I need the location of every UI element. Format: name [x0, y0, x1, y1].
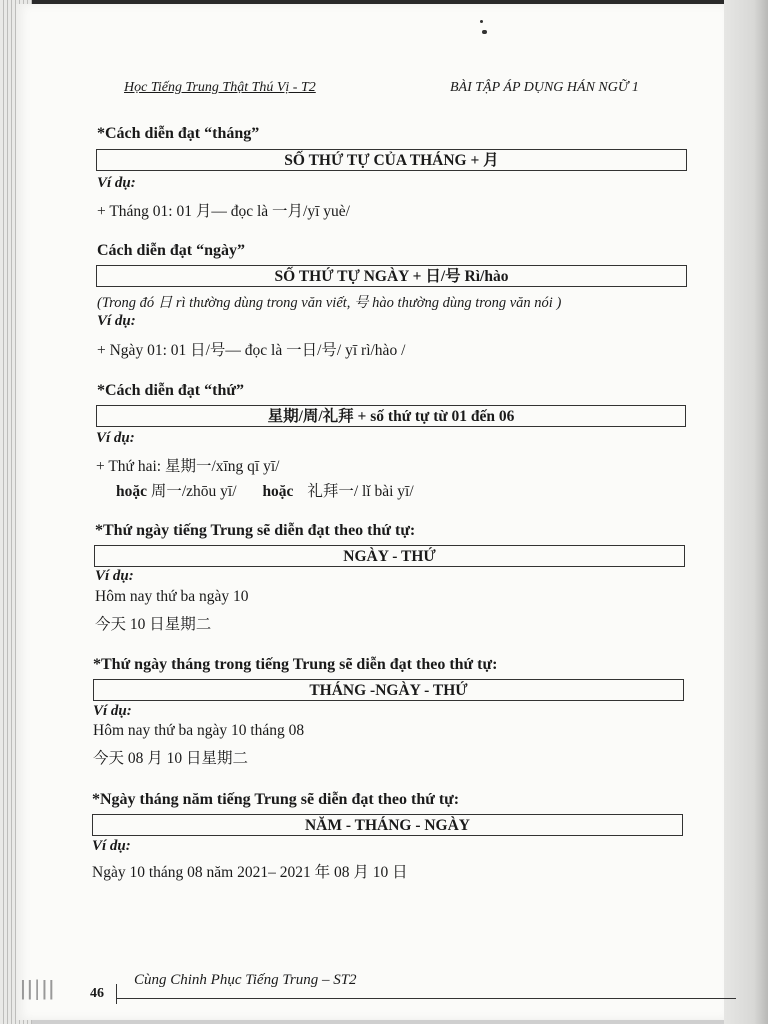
formula-box-month: SỐ THỨ TỰ CỦA THÁNG + 月	[96, 149, 687, 171]
example-label: Ví dụ:	[97, 313, 136, 329]
section-heading-month-day-weekday: *Thứ ngày tháng trong tiếng Trung sẽ diễn đạt theo thứ tự:	[93, 656, 498, 673]
footer-rule	[116, 998, 736, 999]
example-line: Hôm nay thứ ba ngày 10 tháng 08	[93, 722, 305, 739]
example-label: Ví dụ:	[97, 175, 136, 191]
usage-note: (Trong đó 日 rì thường dùng trong văn viết, 号 hào thường dùng trong văn nói )	[97, 295, 562, 311]
page-stack-marks: ǀǀ|ǀǀ	[20, 976, 56, 1000]
formula-box-weekday: 星期/周/礼拜 + số thứ tự từ 01 đến 06	[96, 405, 686, 427]
running-footer: Cùng Chinh Phục Tiếng Trung – ST2	[134, 972, 357, 988]
or-word: hoặc	[262, 483, 294, 500]
example-label: Ví dụ:	[92, 838, 131, 854]
section-heading-weekday: *Cách diễn đạt “thứ”	[97, 382, 244, 399]
formula-box-day: SỐ THỨ TỰ NGÀY + 日/号 Rì/hào	[96, 265, 687, 287]
scan-speck	[480, 20, 483, 23]
alt-libai: 礼拜一/ lǐ bài yī/	[307, 483, 414, 500]
section-heading-month: *Cách diễn đạt “tháng”	[97, 125, 260, 142]
section-heading-year-month-day: *Ngày tháng năm tiếng Trung sẽ diễn đạt theo thứ tự:	[92, 791, 460, 808]
section-heading-day-weekday: *Thứ ngày tiếng Trung sẽ diễn đạt theo thứ tự:	[95, 522, 416, 539]
alt-zhou: 周一/zhōu yī/	[147, 483, 237, 500]
example-line: Ngày 10 tháng 08 năm 2021– 2021 年 08 月 10 日	[92, 864, 408, 881]
page-number: 46	[78, 984, 117, 1004]
formula-box-month-day-weekday: THÁNG -NGÀY - THỨ	[93, 679, 684, 701]
scan-speck	[482, 30, 487, 34]
or-word: hoặc	[116, 483, 147, 500]
example-line: 今天 10 日星期二	[95, 616, 212, 633]
example-line: 今天 08 月 10 日星期二	[93, 750, 249, 767]
page-right-edge	[724, 0, 768, 1024]
example-line: + Thứ hai: 星期一/xīng qī yī/	[96, 458, 280, 475]
example-label: Ví dụ:	[95, 568, 134, 584]
running-header-right: BÀI TẬP ÁP DỤNG HÁN NGỮ 1	[450, 80, 639, 95]
formula-box-year-month-day: NĂM - THÁNG - NGÀY	[92, 814, 683, 836]
section-heading-day: Cách diễn đạt “ngày”	[97, 242, 246, 259]
running-header-left: Học Tiếng Trung Thật Thú Vị - T2	[124, 80, 316, 95]
example-label: Ví dụ:	[93, 703, 132, 719]
example-line: + Ngày 01: 01 日/号— đọc là 一日/号/ yī rì/hào /	[97, 342, 406, 359]
example-line-alternatives	[116, 479, 414, 501]
example-label: Ví dụ:	[96, 430, 135, 446]
formula-box-day-weekday: NGÀY - THỨ	[94, 545, 685, 567]
example-line: Hôm nay thứ ba ngày 10	[95, 588, 249, 605]
example-line: + Tháng 01: 01 月— đọc là 一月/yī yuè/	[97, 203, 350, 220]
